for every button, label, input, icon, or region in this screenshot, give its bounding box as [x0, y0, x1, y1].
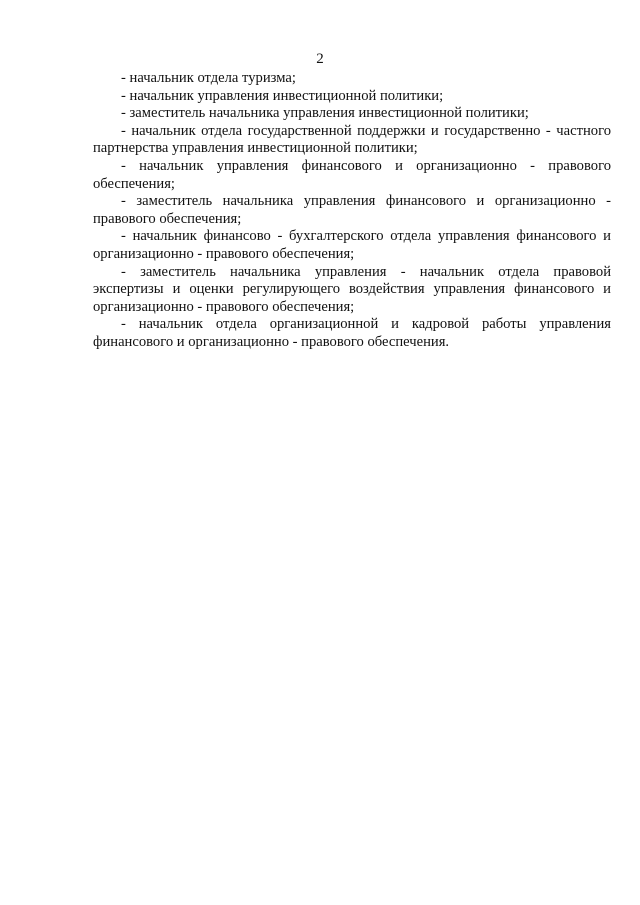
list-item: - начальник управления финансового и организационно - правового обеспечения; — [93, 157, 611, 192]
list-item: - начальник финансово - бухгалтерского отдела управления финансового и организационно - правового обеспечения; — [93, 228, 611, 262]
position-list — [93, 70, 611, 352]
list-item: - начальник отдела государственной поддержки и государственно - частного партнерства управления инвестиционной политики; — [93, 122, 611, 157]
list-item: - заместитель начальника управления финансового и организационно - правового обеспечения; — [93, 193, 611, 227]
list-item: - начальник управления инвестиционной политики; — [121, 87, 444, 104]
list-item: - начальник отдела туризма; — [121, 70, 296, 86]
page-number: 2 — [316, 51, 324, 67]
list-item: - заместитель начальника управления инвестиционной политики; — [121, 105, 529, 122]
list-item: - начальник отдела организационной и кадровой работы управления финансового и организационно - правового обеспечения. — [93, 316, 611, 350]
list-item: - заместитель начальника управления - начальник отдела правовой экспертизы и оценки регулирующего воздействия управления финансового и организационно - правового обеспечения; — [93, 263, 611, 315]
